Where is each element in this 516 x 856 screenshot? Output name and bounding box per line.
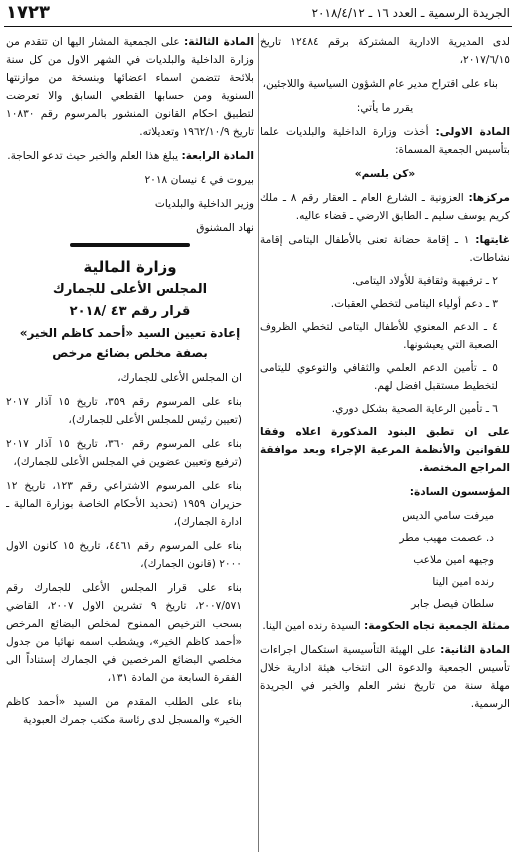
header-title: الجريدة الرسمية ـ العدد ١٦ ـ ٢٠١٨/٤/١٢: [311, 6, 510, 20]
representative-text: السيدة رنده امين الينا.: [262, 620, 361, 632]
article-one-text: أخذت وزارة الداخلية والبلديات علما بتأسيس الجمعية المسماة:: [260, 126, 510, 156]
association-name: «كن بلسم»: [354, 168, 416, 180]
article-three: [6, 33, 254, 141]
consideration: بناء على المرسوم رقم ٤٤٦١، تاريخ ١٥ كانون الاول ٢٠٠٠ (قانون الجمارك)،: [6, 540, 243, 570]
minister-name: نهاد المشنوق: [196, 222, 254, 234]
article-three-text: على الجمعية المشار اليها ان تتقدم من وزارة الداخلية والبلديات في الشهر الاول من كل سنة بلائحة تتضمن اسماء اعضائها وبنسخة من موازنتها السنوية ومن حسابها القطعي السابق والا تعرضت لتطبيق احكام القانون المنشور بالمرسوم رقم ١٠٨٣٠ تاريخ ١٩٦٢/١٠/٩ وتعديلاته.: [6, 36, 254, 138]
paragraph-proposal: بناء على اقتراح مدير عام الشؤون السياسية واللاجئين،: [262, 78, 498, 90]
goal-item: [260, 231, 510, 267]
right-column: [260, 33, 510, 856]
article-two-text: على الهيئة التأسيسية استكمال اجراءات تأسيس الجمعية والدعوة الى انتخاب هيئة ادارية خلال مهلة سنة من تاريخ نشر العلم والخبر في الجريدة الرسمية.: [260, 644, 510, 710]
goal-item: ٦ ـ تأمين الرعاية الصحية بشكل دوري.: [331, 403, 498, 415]
goal-item: ٢ ـ ترفيهية وثقافية للأولاد اليتامى.: [351, 275, 498, 287]
page-header: [0, 0, 516, 26]
consideration: بناء على المرسوم الاشتراعي رقم ١٢٣، تاريخ ١٢ حزيران ١٩٥٩ (تحديد الأحكام الخاصة بوزارة المالية ـ ادارة الجمارك)،: [6, 480, 243, 528]
headquarters: [260, 189, 510, 225]
consideration: بناء على المرسوم رقم ٣٦٠، تاريخ ١٥ آذار ٢٠١٧ (ترفيع وتعيين عضوين في المجلس الأعلى للجمارك)،: [6, 438, 242, 468]
decision-subject-role: بصفة مخلص بضائع مرخص: [52, 346, 208, 360]
article-three-label: المادة الثالثة:: [184, 36, 254, 48]
place-date: بيروت في ٤ نيسان ٢٠١٨: [144, 174, 254, 186]
goal-text: ١ ـ إقامة حضانة تعنى بالأطفال اليتامى إقامة نشاطات.: [260, 234, 510, 264]
founder-name: وجيهه امين ملاعب: [413, 554, 494, 566]
article-one-label: المادة الاولى:: [435, 126, 510, 138]
consideration: بناء على المرسوم رقم ٣٥٩، تاريخ ١٥ آذار ٢٠١٧ (تعيين رئيس للمجلس الأعلى للجمارك)،: [6, 396, 242, 426]
founder-name: د. عصمت مهيب مطر: [399, 532, 494, 544]
ministry-heading: وزارة المالية: [83, 258, 177, 276]
headquarters-label: مركزها:: [468, 192, 510, 204]
article-four-text: يبلغ هذا العلم والخبر حيث تدعو الحاجة.: [7, 150, 179, 162]
consideration: بناء على قرار المجلس الأعلى للجمارك رقم ٢٠٠٧/٥٧١، تاريخ ٩ تشرين الاول ٢٠٠٧، القاضي بسحب الترخيص الممنوح لمخلص البضائع المرخص «أحمد كاظم الخير»، ويشطب اسمه نهائيا من جدول مخلصي البضائع المرخصين في الجمارك إستناداً الى الفقرة السابعة من المادة ١٣١،: [6, 582, 242, 684]
council-heading: المجلس الأعلى للجمارك: [52, 282, 208, 297]
column-divider: [258, 33, 259, 852]
section-separator: [70, 243, 190, 247]
consideration: بناء على الطلب المقدم من السيد «أحمد كاظم الخير» والمسجل لدى رئاسة مكتب جمرك العبودية: [6, 696, 242, 726]
founders-label: المؤسسون السادة:: [409, 486, 510, 498]
article-two: [260, 641, 510, 713]
goals-list: [260, 231, 510, 418]
founder-name: ميرفت سامي الديس: [402, 510, 494, 522]
founders-list: [260, 507, 510, 613]
decision-number: قرار رقم ٤٣ /٢٠١٨: [69, 304, 191, 319]
founder-name: سلطان فيصل جابر: [411, 598, 494, 610]
goal-item: ٣ ـ دعم أولياء اليتامى لتخطي العقبات.: [330, 298, 498, 310]
paragraph-reference: لدى المديرية الادارية المشتركة برقم ١٢٤٨٤ تاريخ ٢٠١٧/٦/١٥،: [260, 36, 510, 66]
goal-item: ٥ ـ تأمين الدعم العلمي والثقافي والتوعوي لليتامى لتخطيط مستقبل افضل لهم.: [260, 362, 498, 392]
headquarters-text: العزونية ـ الشارع العام ـ العقار رقم ٨ ـ ملك كريم يوسف سليم ـ الطابق الارضي ـ قضاء عاليه.: [260, 192, 510, 222]
minister-title: وزير الداخلية والبلديات: [154, 198, 254, 210]
article-one: [260, 123, 510, 159]
decides-heading: يقرر ما يأتي:: [356, 102, 414, 114]
representative: [260, 617, 510, 635]
goal-item: ٤ ـ الدعم المعنوي للأطفال اليتامى لتخطي الظروف الصعبة التي يعيشونها.: [260, 321, 498, 351]
founder-name: رنده امين الينا: [432, 576, 494, 588]
representative-label: ممثلة الجمعية تجاه الحكومة:: [364, 620, 510, 632]
article-four-label: المادة الرابعة:: [181, 150, 254, 162]
council-intro: ان المجلس الأعلى للجمارك،: [117, 372, 242, 384]
decision-subject: إعادة تعيين السيد «أحمد كاظم الخير»: [19, 326, 241, 340]
page-number: ١٧٢٣: [6, 2, 50, 23]
header-divider: [4, 26, 512, 27]
goals-label: غايتها:: [475, 234, 510, 246]
article-four: [6, 147, 254, 165]
conditions-paragraph: على ان تطبق البنود المذكورة اعلاه وفقا للقوانين والأنظمة المرعية الإجراء وبعد موافقة المراجع المختصة.: [260, 426, 510, 474]
left-column: [6, 33, 254, 856]
article-two-label: المادة الثانية:: [440, 644, 510, 656]
